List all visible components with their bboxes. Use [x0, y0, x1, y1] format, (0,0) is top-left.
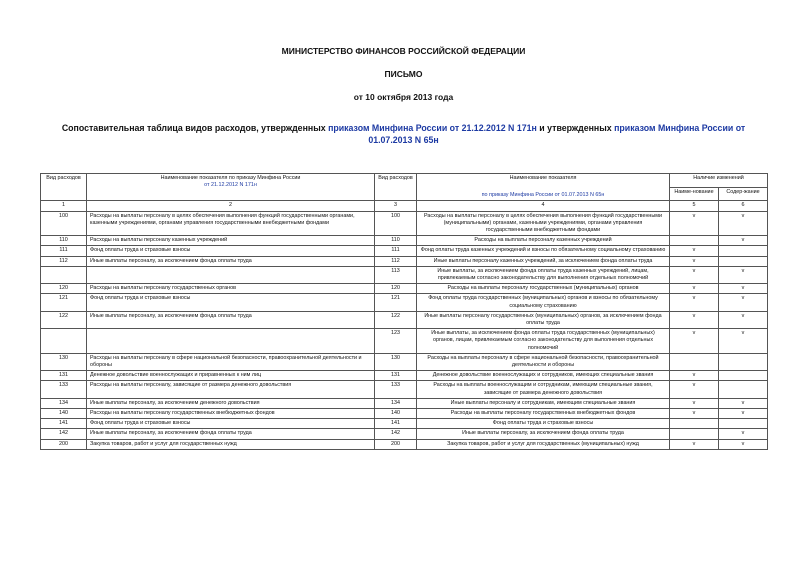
header-65n-link[interactable]: по приказу Минфина России от 01.07.2013 N 65н [481, 192, 605, 199]
new-name-cell: Расходы на выплаты персоналу в сфере национальной безопасности, правоохранительной деятельности и обороны [417, 353, 670, 370]
table-row [41, 246, 768, 256]
new-code-cell: 122 [375, 311, 417, 328]
new-code-cell: 120 [375, 284, 417, 294]
table-row [41, 294, 768, 311]
old-code-cell: 142 [41, 429, 87, 439]
old-name-cell: Расходы на выплаты персоналу государственных органов [87, 284, 375, 294]
content-change-mark: v [719, 329, 768, 354]
content-change-mark: v [719, 284, 768, 294]
caption-text-1: Сопоставительная таблица видов расходов, утвержденных [61, 123, 329, 133]
header-indicator-old-label: Наименование показателя по приказу Минфина России [160, 175, 301, 181]
table-body [41, 211, 768, 449]
table-row [41, 284, 768, 294]
old-code-cell: 131 [41, 371, 87, 381]
new-code-cell: 131 [375, 371, 417, 381]
old-name-cell [87, 266, 375, 283]
old-code-cell [41, 329, 87, 354]
column-numbers-row [41, 201, 768, 211]
name-change-mark [670, 429, 719, 439]
old-name-cell: Закупка товаров, работ и услуг для государственных нужд [87, 439, 375, 449]
old-name-cell: Расходы на выплаты персоналу казенных учреждений [87, 236, 375, 246]
header-expense-type-new: Вид расходов [375, 174, 417, 201]
content-change-mark: v [719, 398, 768, 408]
header-171n-link[interactable]: от 21.12.2012 N 171н [204, 182, 257, 189]
old-name-cell: Иные выплаты персоналу, за исключением фонда оплаты труда [87, 256, 375, 266]
old-name-cell: Расходы на выплаты персоналу, зависящие от размера денежного довольствия [87, 381, 375, 398]
table-header-row [41, 174, 768, 188]
new-name-cell: Расходы на выплаты персоналу государственных (муниципальных) органов [417, 284, 670, 294]
column-number: 2 [87, 201, 375, 211]
name-change-mark [670, 353, 719, 370]
new-name-cell: Расходы на выплаты персоналу государственных внебюджетных фондов [417, 409, 670, 419]
old-code-cell: 111 [41, 246, 87, 256]
column-number: 4 [417, 201, 670, 211]
table-row [41, 353, 768, 370]
old-name-cell: Иные выплаты персоналу, за исключением денежного довольствия [87, 398, 375, 408]
old-name-cell: Расходы на выплаты персоналу в целях обеспечения выполнения функций государственными органами, казенными учреждениями, органами управления государственными внебюджетными фондами [87, 211, 375, 236]
old-code-cell [41, 266, 87, 283]
old-code-cell: 133 [41, 381, 87, 398]
order-65n-link[interactable]: приказом Минфина России от 01.07.2013 N 65н [368, 123, 746, 145]
new-name-cell: Закупка товаров, работ и услуг для государственных (муниципальных) нужд [417, 439, 670, 449]
table-row [41, 429, 768, 439]
old-name-cell: Расходы на выплаты персоналу в сфере национальной безопасности, правоохранительной деятельности и обороны [87, 353, 375, 370]
name-change-mark: v [670, 409, 719, 419]
table-row [41, 256, 768, 266]
table-row [41, 439, 768, 449]
new-name-cell: Фонд оплаты труда государственных (муниципальных) органов и взносы по обязательному социальному страхованию [417, 294, 670, 311]
content-change-mark: v [719, 294, 768, 311]
new-code-cell: 113 [375, 266, 417, 283]
new-code-cell: 100 [375, 211, 417, 236]
name-change-mark: v [670, 439, 719, 449]
old-code-cell: 200 [41, 439, 87, 449]
new-code-cell: 110 [375, 236, 417, 246]
old-name-cell: Фонд оплаты труда и страховые взносы [87, 294, 375, 311]
old-name-cell: Денежное довольствие военнослужащих и приравненных к ним лиц [87, 371, 375, 381]
old-code-cell: 140 [41, 409, 87, 419]
column-number: 1 [41, 201, 87, 211]
new-code-cell: 112 [375, 256, 417, 266]
new-code-cell: 121 [375, 294, 417, 311]
content-change-mark: v [719, 429, 768, 439]
old-code-cell: 141 [41, 419, 87, 429]
new-code-cell: 111 [375, 246, 417, 256]
content-change-mark: v [719, 409, 768, 419]
new-name-cell: Расходы на выплаты персоналу в целях обеспечения выполнения функций государственными (муниципальными) органами, казенными учреждениями, органами управления государственными внебюджетными фондами [417, 211, 670, 236]
table-row [41, 211, 768, 236]
old-code-cell: 130 [41, 353, 87, 370]
old-name-cell: Расходы на выплаты персоналу государственных внебюджетных фондов [87, 409, 375, 419]
new-name-cell: Иные выплаты, за исключением фонда оплаты труда казенных учреждений, лицам, привлекаемым согласно законодательству для выполнения отдельных полномочий [417, 266, 670, 283]
name-change-mark: v [670, 381, 719, 398]
table-row [41, 409, 768, 419]
comparison-table [40, 173, 768, 450]
table-row [41, 266, 768, 283]
column-number: 5 [670, 201, 719, 211]
ministry-title: МИНИСТЕРСТВО ФИНАНСОВ РОССИЙСКОЙ ФЕДЕРАЦИИ [281, 46, 526, 56]
table-caption [40, 122, 767, 146]
new-name-cell: Иные выплаты персоналу и сотрудникам, имеющим специальные звания [417, 398, 670, 408]
new-code-cell: 142 [375, 429, 417, 439]
old-name-cell: Фонд оплаты труда и страховые взносы [87, 246, 375, 256]
column-number: 3 [375, 201, 417, 211]
old-name-cell: Иные выплаты персоналу, за исключением фонда оплаты труда [87, 311, 375, 328]
new-name-cell: Расходы на выплаты персоналу казенных учреждений [417, 236, 670, 246]
new-name-cell: Иные выплаты персоналу казенных учреждений, за исключением фонда оплаты труда [417, 256, 670, 266]
document-type: ПИСЬМО [384, 69, 423, 79]
name-change-mark: v [670, 398, 719, 408]
new-name-cell: Фонд оплаты труда и страховые взносы [417, 419, 670, 429]
name-change-mark: v [670, 284, 719, 294]
table-row [41, 311, 768, 328]
new-code-cell: 130 [375, 353, 417, 370]
content-change-mark: v [719, 266, 768, 283]
content-change-mark [719, 419, 768, 429]
header-content-change: Содер-жание [719, 187, 768, 201]
header-indicator-new-label: Наименование показателя [509, 175, 577, 181]
column-number: 6 [719, 201, 768, 211]
content-change-mark [719, 371, 768, 381]
new-name-cell: Иные выплаты, за исключением фонда оплаты труда государственных (муниципальных) органов, лицам, привлекаемым согласно законодательству для выполнения отдельных полномочий [417, 329, 670, 354]
name-change-mark: v [670, 211, 719, 236]
new-name-cell: Иные выплаты персоналу государственных (муниципальных) органов, за исключением фонда оплаты труда [417, 311, 670, 328]
name-change-mark: v [670, 371, 719, 381]
new-code-cell: 140 [375, 409, 417, 419]
old-name-cell: Фонд оплаты труда и страховые взносы [87, 419, 375, 429]
content-change-mark: v [719, 311, 768, 328]
new-code-cell: 123 [375, 329, 417, 354]
new-name-cell: Иные выплаты персоналу, за исключением фонда оплаты труда [417, 429, 670, 439]
name-change-mark [670, 419, 719, 429]
new-code-cell: 134 [375, 398, 417, 408]
old-name-cell [87, 329, 375, 354]
content-change-mark: v [719, 211, 768, 236]
name-change-mark: v [670, 294, 719, 311]
old-code-cell: 112 [41, 256, 87, 266]
name-change-mark: v [670, 329, 719, 354]
table-row [41, 381, 768, 398]
new-code-cell: 133 [375, 381, 417, 398]
old-code-cell: 122 [41, 311, 87, 328]
content-change-mark [719, 381, 768, 398]
old-code-cell: 120 [41, 284, 87, 294]
new-code-cell: 141 [375, 419, 417, 429]
new-name-cell: Фонд оплаты труда казенных учреждений и взносы по обязательному социальному страхованию [417, 246, 670, 256]
order-171n-link[interactable]: приказом Минфина России от 21.12.2012 N 171н [328, 123, 537, 133]
old-code-cell: 121 [41, 294, 87, 311]
header-name-change: Наиме-нование [670, 187, 719, 201]
content-change-mark [719, 246, 768, 256]
header-expense-type-old: Вид расходов [41, 174, 87, 201]
table-row [41, 236, 768, 246]
table-row [41, 398, 768, 408]
old-code-cell: 110 [41, 236, 87, 246]
table-row [41, 329, 768, 354]
new-name-cell: Денежное довольствие военнослужащих и сотрудников, имеющих специальные звания [417, 371, 670, 381]
new-name-cell: Расходы на выплаты военнослужащим и сотрудникам, имеющим специальные звания, зависящие от размера денежного довольствия [417, 381, 670, 398]
name-change-mark [670, 236, 719, 246]
table-row [41, 371, 768, 381]
document-date: от 10 октября 2013 года [353, 92, 454, 102]
name-change-mark: v [670, 246, 719, 256]
name-change-mark: v [670, 311, 719, 328]
table-row [41, 419, 768, 429]
caption-text-2: и утвержденных [536, 123, 615, 133]
content-change-mark [719, 256, 768, 266]
new-code-cell: 200 [375, 439, 417, 449]
name-change-mark: v [670, 256, 719, 266]
header-indicator-new [417, 174, 670, 201]
content-change-mark: v [719, 236, 768, 246]
name-change-mark: v [670, 266, 719, 283]
header-changes: Наличие изменений [670, 174, 768, 188]
content-change-mark [719, 353, 768, 370]
old-name-cell: Иные выплаты персоналу, за исключением фонда оплаты труда [87, 429, 375, 439]
old-code-cell: 100 [41, 211, 87, 236]
content-change-mark: v [719, 439, 768, 449]
old-code-cell: 134 [41, 398, 87, 408]
header-indicator-old [87, 174, 375, 201]
